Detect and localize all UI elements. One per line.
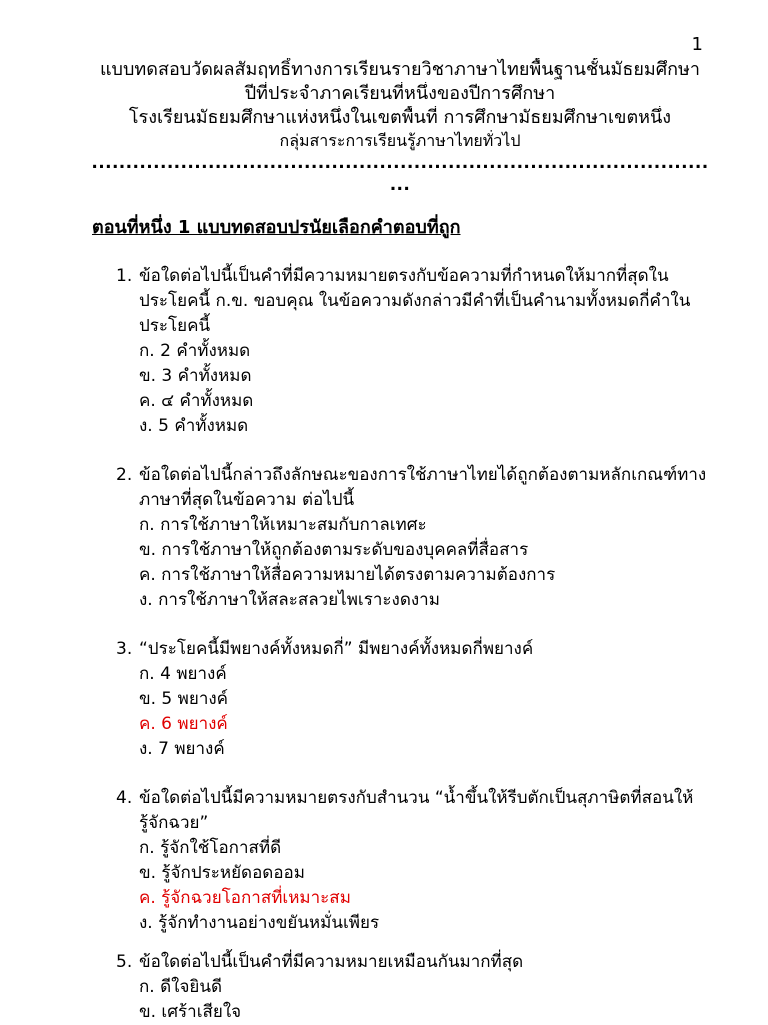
choice-list <box>116 513 716 613</box>
section-title: ตอนที่หนึ่ง 1 แบบทดสอบปรนัยเลือกคำตอบที่ถูก <box>92 217 461 238</box>
question-stem <box>116 786 716 836</box>
answer-choice: ง. รู้จักทำงานอย่างขยันหมั่นเพียร <box>139 913 380 933</box>
question-number: 4. <box>116 788 133 808</box>
header-title-line-3: โรงเรียนมัธยมศึกษาแห่งหนึ่งในเขตพื้นที่ การศึกษามัธยมศึกษาเขตหนึ่ง <box>128 107 672 128</box>
answer-choice-highlighted: ค. รู้จักฉวยโอกาสที่เหมาะสม <box>139 888 351 908</box>
question-text: ข้อใดต่อไปนี้เป็นคำที่มีความหมายตรงกับข้อความที่กำหนดให้มากที่สุดในประโยคนี้ ก.ข. ขอบคุณ ในข้อความดังกล่าวมีคำที่เป็นคำนามทั้งหมดกี่คำในประโยคนี้ <box>139 266 691 336</box>
dotted-divider-continuation: ... <box>389 175 411 195</box>
answer-choice: ข. การใช้ภาษาให้ถูกต้องตามระดับของบุคคลที่สื่อสาร <box>139 540 529 560</box>
answer-choice: ก. 4 พยางค์ <box>139 664 227 684</box>
question-stem <box>116 950 716 975</box>
choice-list <box>116 975 716 1025</box>
dotted-divider: .......................................................................................... <box>91 153 709 173</box>
question-text: ข้อใดต่อไปนี้กล่าวถึงลักษณะของการใช้ภาษาไทยได้ถูกต้องตามหลักเกณฑ์ทางภาษาที่สุดในข้อความ ต่อไปนี้ <box>139 465 707 510</box>
choice-list <box>116 836 716 936</box>
answer-choice: ก. ดีใจยินดี <box>139 977 223 997</box>
question-item <box>116 950 716 1025</box>
header-title-line-2: ปีที่ประจำภาคเรียนที่หนึ่งของปีการศึกษา <box>244 83 556 104</box>
choice-list <box>116 339 716 439</box>
header-title-line-1: แบบทดสอบวัดผลสัมฤทธิ์ทางการเรียนรายวิชาภาษาไทยพื้นฐานชั้นมัธยมศึกษา <box>99 59 701 80</box>
question-item <box>116 786 716 936</box>
header-subtitle: กลุ่มสาระการเรียนรู้ภาษาไทยทั่วไป <box>279 131 521 150</box>
question-text: ข้อใดต่อไปนี้เป็นคำที่มีความหมายเหมือนกันมากที่สุด <box>139 952 524 972</box>
question-number: 5. <box>116 952 133 972</box>
question-list <box>116 264 716 1025</box>
question-stem <box>116 264 716 339</box>
question-number: 2. <box>116 465 133 485</box>
question-text: ข้อใดต่อไปนี้มีความหมายตรงกับสำนวน “น้ำขึ้นให้รีบตักเป็นสุภาษิตที่สอนให้รู้จักฉวย” <box>139 788 694 833</box>
choice-list <box>116 662 716 762</box>
answer-choice: ข. รู้จักประหยัดอดออม <box>139 863 305 883</box>
answer-choice: ก. รู้จักใช้โอกาสที่ดี <box>139 838 282 858</box>
question-stem <box>116 637 716 662</box>
answer-choice: ง. 7 พยางค์ <box>139 739 225 759</box>
answer-choice-highlighted: ค. 6 พยางค์ <box>139 714 228 734</box>
answer-choice: ค. ๔ คำทั้งหมด <box>139 391 254 411</box>
question-number: 3. <box>116 639 133 659</box>
question-number: 1. <box>116 266 133 286</box>
answer-choice: ง. 5 คำทั้งหมด <box>139 416 249 436</box>
answer-choice: ง. การใช้ภาษาให้สละสลวยไพเราะงดงาม <box>139 590 440 610</box>
answer-choice: ข. 5 พยางค์ <box>139 689 229 709</box>
page-number: 1 <box>691 34 703 55</box>
question-item <box>116 264 716 439</box>
question-stem <box>116 463 716 513</box>
answer-choice: ก. การใช้ภาษาให้เหมาะสมกับกาลเทศะ <box>139 515 427 535</box>
answer-choice: ก. 2 คำทั้งหมด <box>139 341 251 361</box>
question-item <box>116 637 716 762</box>
answer-choice: ค. การใช้ภาษาให้สื่อความหมายได้ตรงตามความต้องการ <box>139 565 556 585</box>
question-text: “ประโยคนี้มีพยางค์ทั้งหมดกี่” มีพยางค์ทั้งหมดกี่พยางค์ <box>139 639 534 659</box>
answer-choice: ข. เศร้าเสียใจ <box>139 1002 242 1022</box>
answer-choice: ข. 3 คำทั้งหมด <box>139 366 252 386</box>
question-item <box>116 463 716 613</box>
document-header <box>90 58 710 196</box>
